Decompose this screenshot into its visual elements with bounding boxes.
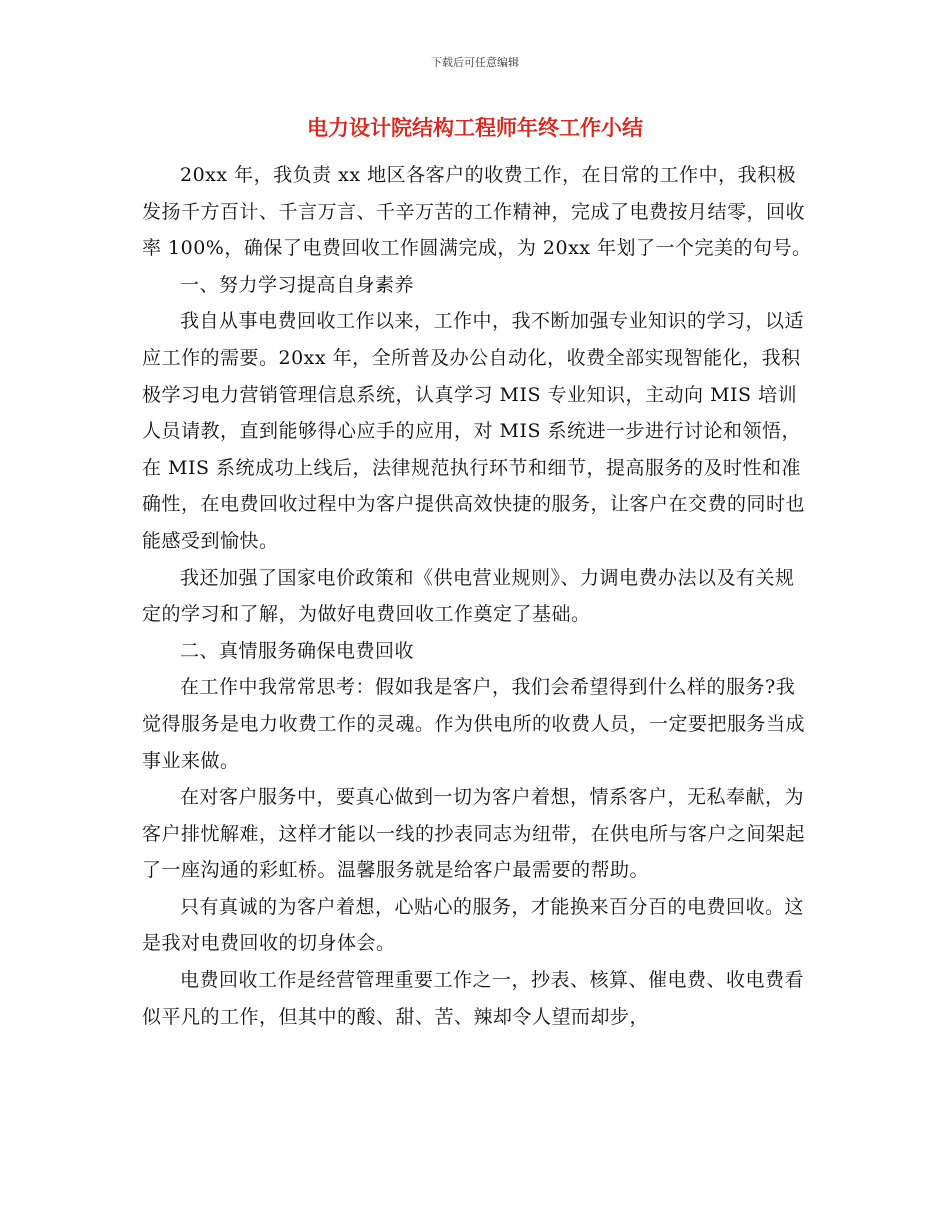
page-header-note: 下载后可任意编辑 (431, 56, 519, 69)
paragraph: 我自从事电费回收工作以来，工作中，我不断加强专业知识的学习，以适应工作的需要。20xx 年，全所普及办公自动化，收费全部实现智能化，我积极学习电力营销管理信息系统，认真学习 MIS 专业知识，主动向 MIS 培训人员请教，直到能够得心应手的应用，对 MIS 系统进一步进行讨论和领悟，在 MIS 系统成功上线后，法律规范执行环节和细节，提高服务的及时性和准确性，在电费回收过程中为客户提供高效快捷的服务，让客户在交费的同时也能感受到愉快。 (142, 310, 806, 552)
paragraph-intro: 20xx 年，我负责 xx 地区各客户的收费工作，在日常的工作中，我积极发扬千方百计、千言万言、千辛万苦的工作精神，完成了电费按月结零，回收率 100%，确保了电费回收工作圆满完成，为 20xx 年划了一个完美的句号。 (142, 164, 812, 260)
section-heading-2: 二、真情服务确保电费回收 (180, 639, 415, 662)
paragraph: 在工作中我常常思考：假如我是客户，我们会希望得到什么样的服务?我觉得服务是电力收费工作的灵魂。作为供电所的收费人员，一定要把服务当成事业来做。 (142, 676, 806, 772)
section-heading-1: 一、努力学习提高自身素养 (180, 273, 415, 296)
document-body (142, 157, 812, 1035)
paragraph: 电费回收工作是经营管理重要工作之一，抄表、核算、催电费、收电费看似平凡的工作，但其中的酸、甜、苦、辣却令人望而却步， (142, 969, 805, 1028)
paragraph: 只有真诚的为客户着想，心贴心的服务，才能换来百分百的电费回收。这是我对电费回收的切身体会。 (142, 895, 805, 955)
document-title: 电力设计院结构工程师年终工作小结 (307, 116, 643, 140)
paragraph: 我还加强了国家电价政策和《供电营业规则》、力调电费办法以及有关规定的学习和了解，为做好电费回收工作奠定了基础。 (142, 566, 795, 626)
paragraph: 在对客户服务中，要真心做到一切为客户着想，情系客户，无私奉献，为客户排忧解难，这样才能以一线的抄表同志为纽带，在供电所与客户之间架起了一座沟通的彩虹桥。温馨服务就是给客户最需要的帮助。 (142, 786, 806, 882)
